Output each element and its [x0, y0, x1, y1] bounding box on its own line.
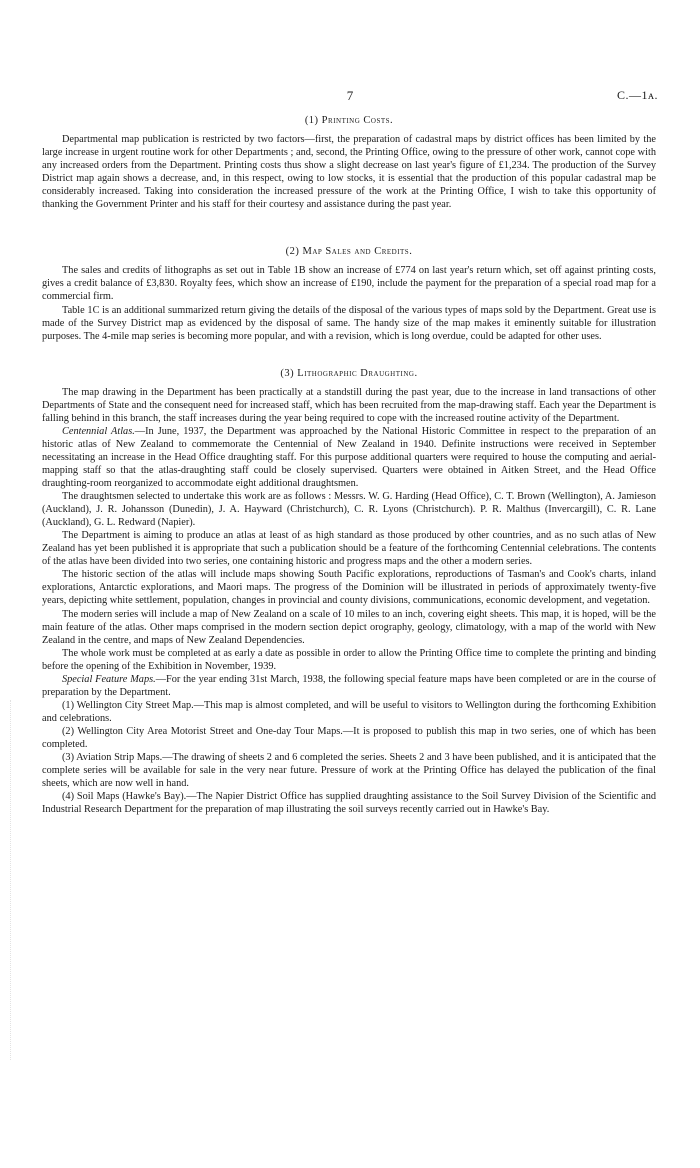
paragraph-lead: Centennial Atlas. — [62, 425, 135, 437]
page-number: 7 — [346, 88, 354, 103]
paragraph — [42, 673, 656, 699]
paragraph — [42, 133, 656, 211]
paragraph — [42, 647, 656, 673]
paragraph — [42, 425, 656, 490]
paragraph-text: (3) Aviation Strip Maps.—The drawing of sheets 2 and 6 completed the series. Sheets 2 and 3 have been published, and it is anticipated that the complete series will be available for sale in the very near future. Pressure of work at the Printing Office has delayed the publication of the final sheets, which are now well in hand. — [42, 752, 656, 790]
paragraph — [42, 790, 656, 816]
section-printing-costs — [42, 114, 656, 211]
section-heading: (3) Lithographic Draughting. — [280, 367, 418, 379]
paragraph — [42, 751, 656, 790]
paragraph — [42, 529, 656, 568]
paragraph-lead: Special Feature Maps. — [62, 673, 156, 685]
paragraph — [42, 490, 656, 529]
paragraph — [42, 264, 656, 303]
paragraph-text: The map drawing in the Department has been practically at a standstill during the past year, due to the increase in land transactions of other Departments of State and the consequent need for increased staff, which has been recruited from the map-drawing staff. Each year the Department is falling behind in this branch, the staff increases during the year being required to cope with the increased routine activity of the Department. — [42, 386, 656, 424]
paragraph-text: —In June, 1937, the Department was approached by the National Historic Committee in respect to the preparation of an historic atlas of New Zealand to commemorate the Centennial of New Zealand in 1940. Definite instructions were received in September necessitating an increase in the Head Office draughting staff. For this purpose additional quarters were required to house the computing and aerial-mapping staff so that the atlas-draughting staff could be closely supervised. Quarters were obtained in Aitken Street, and the Head Office draughting-room reorganized to accommodate eight additional draughtsmen. — [42, 425, 656, 490]
section-lithographic-draughting — [42, 367, 656, 817]
section-heading: (2) Map Sales and Credits. — [285, 246, 413, 258]
paragraph — [42, 699, 656, 725]
paragraph-text: Table 1C is an additional summarized return giving the details of the disposal of the various types of maps sold by the Department. Great use is made of the Survey District map as evidenced by the disposal of same. The handy size of the map makes it eminently suitable for illustration purposes. The 4-mile map series is becoming more popular, and with a revision, which is long overdue, could be adapted for other uses. — [42, 304, 656, 342]
paragraph-text: The whole work must be completed at as early a date as possible in order to allow the Printing Office time to complete the printing and binding before the opening of the Exhibition in November, 1939. — [42, 647, 656, 672]
document-reference: C.—1ᴀ. — [616, 88, 658, 102]
paragraph-text: The historic section of the atlas will include maps showing South Pacific explorations, reproductions of Tasman's and Cook's charts, inland explorations, Antarctic explorations, and Maori maps. The progress of the Dominion will be illustrated in periods of approximately twenty-five years, depicting white settlement, population, changes in provincial and county divisions, communications, economic development, and vegetation. — [42, 569, 656, 607]
paragraph-text: (4) Soil Maps (Hawke's Bay).—The Napier District Office has supplied draughting assistance to the Soil Survey Division of the Scientific and Industrial Research Department for the preparation of map illustrating the soil surveys recently carried out in Hawke's Bay. — [42, 791, 656, 816]
paragraph — [42, 725, 656, 751]
paragraph-text: (2) Wellington City Area Motorist Street and One-day Tour Maps.—It is proposed to publish this map in two series, one of which has been completed. — [42, 725, 656, 750]
paragraph-text: The sales and credits of lithographs as set out in Table 1B show an increase of £774 on last year's return which, set off against printing costs, gives a credit balance of £3,830. Royalty fees, which show an increase of £190, include the payment for the preparation of a special road map for a commercial firm. — [42, 265, 656, 303]
paragraph-text: —For the year ending 31st March, 1938, the following special feature maps have been completed or are in the course of preparation by the Department. — [42, 673, 656, 698]
paragraph-text: The modern series will include a map of New Zealand on a scale of 10 miles to an inch, covering eight sheets. This map, it is hoped, will be the main feature of the atlas. Other maps comprised in the modern section depict orography, geology, climatology, with a map of the world with New Zealand in the centre, and maps of New Zealand Dependencies. — [42, 608, 656, 646]
paragraph — [42, 608, 656, 647]
scan-margin-mark — [10, 700, 12, 1060]
section-heading: (1) Printing Costs. — [304, 115, 394, 126]
paragraph-text: The Department is aiming to produce an atlas at least of as high standard as those produced by other countries, and as no such atlas of New Zealand has yet been published it is appropriate that such a publication should be a feature of the forthcoming Centennial celebrations. The contents of the atlas have been divided into two series, one containing historic and progress maps and the other a modern series. — [42, 530, 656, 568]
paragraph — [42, 386, 656, 425]
paragraph — [42, 304, 656, 343]
paragraph-text: (1) Wellington City Street Map.—This map is almost completed, and will be useful to visitors to Wellington during the forthcoming Exhibition and celebrations. — [42, 699, 656, 724]
paragraph-text: The draughtsmen selected to undertake this work are as follows : Messrs. W. G. Harding (Head Office), C. T. Brown (Wellington), A. Jamieson (Auckland), J. R. Johansson (Dunedin), J. A. Hayward (Christchurch), C. R. Lyons (Christchurch). P. R. Malthus (Invercargill), C. R. Lane (Auckland), G. L. Redward (Napier). — [42, 491, 656, 529]
paragraph-text: Departmental map publication is restricted by two factors—first, the preparation of cadastral maps by district offices has been limited by the large increase in urgent routine work for other Departments ; and, second, the Printing Office, owing to the pressure of other work, cannot cope with any increased orders from the Department. Printing costs thus show a slight decrease on last year's figure of £1,234. The production of the Survey District map again shows a decrease, and, in this respect, owing to low stocks, it is essential that the production of this popular cadastral map be considerably increased. Taking into consideration the increased pressure of the work at the Printing Office, I wish to take this opportunity of thanking the Government Printer and his staff for their courtesy and assistance during the past year. — [42, 134, 656, 211]
section-map-sales — [42, 245, 656, 342]
body-text — [42, 114, 656, 816]
paragraph — [42, 568, 656, 607]
